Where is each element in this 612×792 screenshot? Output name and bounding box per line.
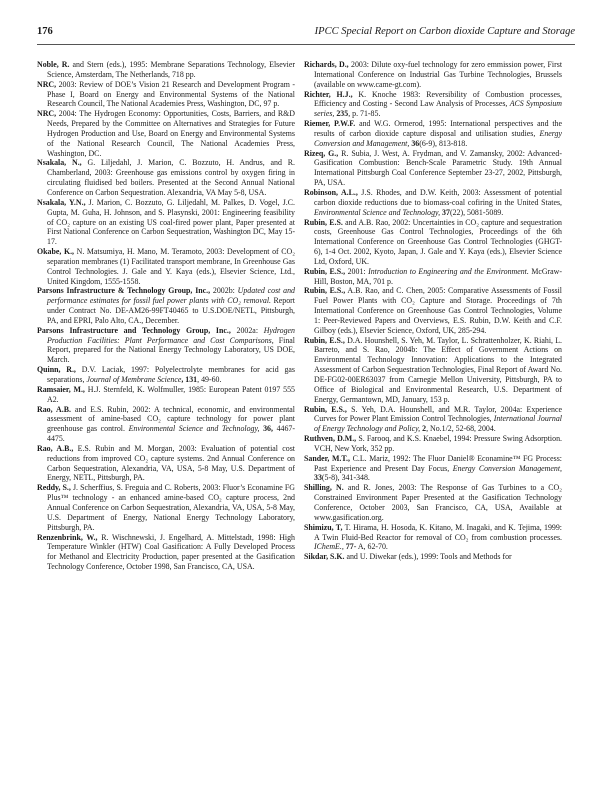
reference-entry — [304, 405, 562, 435]
reference-author: Rizeq, G., — [304, 148, 339, 158]
reference-text: S. Farooq, and K.S. Knaebel, 1994: Pressure Swing Adsorption. VCH, New York, 352 pp. — [314, 434, 562, 453]
running-title: IPCC Special Report on Carbon dioxide Capture and Storage — [314, 26, 575, 37]
page-header — [37, 26, 575, 42]
reference-text: H.J. Sternfeld, K. Wolfmuller, 1985: European Patent 0197 555 A2. — [47, 384, 295, 404]
reference-entry — [37, 483, 295, 532]
reference-entry — [304, 218, 562, 267]
reference-text: R. Subia, J. West, A. Frydman, and V. Zamansky, 2002: Advanced-Gasification Combustion: Bench-Scale Parametric Study. 19th Annual International Pittsburgh Coal Conference September 23-27, 2002, Pittsburgh, PA, USA. — [314, 148, 562, 188]
reference-title: Updated cost and performance estimates for fossil fuel power plants with CO₂ removal. — [47, 286, 295, 306]
reference-volume: 37 — [440, 207, 450, 217]
reference-volume: 33 — [314, 473, 322, 483]
reference-details: Final Report, prepared for the National Energy Technology Laboratory, US DOE, March. — [47, 335, 295, 365]
reference-author: Parsons Infrastructure and Technology Group, Inc., — [37, 325, 231, 335]
reference-text: G. Liljedahl, J. Marion, C. Bozzuto, H. Andrus, and R. Chamberland, 2003: Greenhouse gas emissions control by oxygen firing in circulating fluidised bed boilers. Presented at the Second Annual National Conference on Carbon Sequestration. Alexandria, VA May 5-8, USA. — [47, 158, 295, 197]
reference-text: J.S. Rhodes, and D.W. Keith, 2003: Assessment of potential carbon dioxide reductions due to biomass-coal cofiring in the United States, — [314, 187, 562, 207]
reference-text: K. Knoche 1983: Reversibility of Combustion processes, Efficiency and Costing - Second Law Analysis of Processes, — [314, 89, 562, 109]
reference-author: Sander, M.T., — [304, 453, 350, 463]
reference-author: Rubin, E.S., — [304, 266, 346, 276]
reference-entry — [37, 286, 295, 325]
reference-entry — [304, 90, 562, 120]
reference-text: 2003: Review of DOE’s Vision 21 Research and Development Program - Phase I, Board on Energy and Environmental Systems of the National Research Council, The National Academies Press, Washington, DC, 97 p. — [47, 79, 295, 109]
reference-text: and E.S. Rubin, 2002: A technical, economic, and environmental assessment of amine-based CO₂ capture technology for power plant greenhouse gas control. — [47, 404, 295, 434]
reference-author: Robinson, A.L., — [304, 187, 358, 197]
reference-details: 4467-4475. — [47, 424, 295, 444]
reference-author: Rubin, E.S., — [304, 286, 346, 296]
reference-text: and U. Diwekar (eds.), 1999: Tools and Methods for — [344, 552, 512, 562]
reference-text: 2002b: — [210, 286, 238, 296]
reference-author: Quinn, R., — [37, 365, 76, 375]
reference-author: Rao, A.B., — [37, 443, 74, 453]
reference-details: Report under Contract No. DE-AM26-99FT40465 to U.S.DOE/NETL, Pittsburgh, PA, and EPRI, Palo Alto, CA., December. — [47, 296, 295, 325]
header-divider — [37, 44, 575, 45]
reference-title: International Journal of Energy Technology and Policy, — [314, 414, 562, 434]
reference-details: , 49-60. — [197, 375, 222, 384]
page-number: 176 — [37, 26, 53, 37]
reference-entry — [304, 188, 562, 218]
reference-details: - A, 62-70. — [353, 542, 388, 552]
reference-entry — [37, 60, 295, 80]
reference-author: Rubin, E.S., — [304, 335, 345, 345]
right-column — [304, 60, 562, 780]
reference-title: IChemE., — [314, 542, 344, 552]
reference-entry — [37, 247, 295, 286]
reference-author: Rubin, E.S. — [304, 217, 343, 227]
reference-title: ACS Symposium series, — [314, 99, 562, 119]
reference-author: Shimizu, T, — [304, 522, 343, 532]
reference-entry — [37, 158, 295, 197]
reference-author: Parsons Infrastructure & Technology Group, Inc., — [37, 286, 211, 296]
reference-details: , No.1/2, 52-68, 2004. — [426, 424, 496, 434]
reference-title: Hydrogen Production Facilities: Plant Performance and Cost Comparisons, — [47, 325, 295, 345]
reference-author: Renzenbrink, W., — [37, 532, 98, 542]
reference-entry — [304, 552, 562, 562]
reference-entry — [37, 444, 295, 483]
reference-author: Riemer, P.W.F. — [304, 119, 356, 129]
reference-entry — [37, 109, 295, 158]
reference-text: J. Scherffius, S. Freguia and C. Roberts, 2003: Fluor’s Econamine FG Plus™ technology - an enhanced amine-based CO₂ capture process, 2nd Annual Conference on Carbon Sequestration, Alexandria, VA, USA, 5-8 May, U.S. Department of Energy, National Energy Technology Laboratory, Pittsburgh, PA. — [47, 483, 295, 532]
reference-author: Okabe, K., — [37, 247, 75, 257]
reference-text: J. Marion, C. Bozzuto, G. Liljedahl, M. Palkes, D. Vogel, J.C. Gupta, M. Guha, H. Johnson, and S. Plasynski, 2001: Engineering feasibility of CO₂ capture on an existing US coal-fired power plant, Paper presented at First National Conference on Carbon Sequestration, Washington DC, May 15-17. — [47, 197, 295, 247]
reference-details: (5-8), 341-348. — [321, 473, 370, 483]
reference-author: Richter, H.J., — [304, 89, 353, 99]
reference-entry — [304, 286, 562, 335]
reference-author: Richards, D., — [304, 60, 349, 69]
reference-text: 2002a: — [230, 325, 264, 335]
reference-text: T. Hirama, H. Hosoda, K. Kitano, M. Inagaki, and K. Tejima, 1999: A Twin Fluid-Bed Reactor for removal of CO₂ from combustion processes. — [314, 522, 562, 542]
reference-entry — [37, 385, 295, 405]
reference-author: Nsakala, N., — [37, 158, 82, 168]
reference-author: Shilling, N. — [304, 483, 344, 493]
reference-volume: 77 — [343, 542, 354, 552]
reference-entry — [37, 365, 295, 385]
reference-text: R. Wischnewski, J. Engelhard, A. Mittelstadt, 1998: High Temperature Winkler (HTW) Coal Gasification: A Fully Developed Process for Methanol and Electricity Production, paper presented at the Gasification Technology Conference, October 1998, San Francisco, CA, USA. — [47, 532, 295, 572]
reference-volume: , 131 — [181, 375, 198, 384]
reference-text: D.V. Laciak, 1997: Polyelectrolyte membranes for acid gas separations, — [47, 365, 295, 384]
left-column — [37, 60, 295, 780]
reference-author: Ramsaier, M., — [37, 384, 85, 394]
reference-title: Journal of Membrane Science — [86, 375, 182, 384]
reference-author: Rubin, E.S., — [304, 404, 347, 414]
reference-volume: 2 — [420, 424, 427, 434]
reference-details: McGraw-Hill, Boston, MA, 701 p. — [314, 266, 562, 286]
reference-entry — [37, 80, 295, 110]
reference-entry — [304, 60, 562, 90]
reference-entry — [304, 267, 562, 287]
reference-text: N. Matsumiya, H. Mano, M. Teramoto, 2003: Development of CO₂ separation membranes (1) Facilitated transport membrane, In Greenhouse Gas Control Technologies. J. Gale and Y. Kaya (eds.), Elsevier Science, Ltd., United Kingdom, 1555-1558. — [47, 247, 295, 286]
reference-entry — [304, 336, 562, 405]
reference-entry — [304, 119, 562, 149]
reference-volume: 235 — [334, 109, 349, 119]
reference-text: 2003: Dilute oxy-fuel technology for zero emmission power, First International Conference on Industrial Gas Turbine Technologies, Brussels (available on www.came-gt.com). — [314, 60, 562, 89]
reference-text: 2004: The Hydrogen Economy: Opportunities, Costs, Barriers, and R&D Needs, Prepared by the Committee on Alternatives and Strategies for Future Hydrogen Production and Use, Board on Energy and Environmental Systems of the National Research Council, The National Academies Press, Washington, DC. — [47, 109, 295, 158]
reference-text: E.S. Rubin and M. Morgan, 2003: Evaluation of potential cost reductions from improved CO₂ capture systems. 2nd Annual Conference on Carbon Sequestration, Alexandria, VA, USA, 5-8 May, U.S. Department of Energy, NETL, Pittsburgh, PA. — [47, 443, 295, 483]
reference-text: D.A. Hounshell, S. Yeh, M. Taylor, L. Schrattenholzer, K. Riahi, L. Barreto, and S. Rao, 2004b: The Effect of Government Actions on Environmental Technology Innovation: Applications to the Integrated Assessment of Carbon Sequestration Technologies, Final Report of Award No. DE-FG02-00ER63037 from Carnegie Mellon University, Pittsburgh, PA to Office of Biological and Environmental Research, U.S. Department of Energy, Germantown, MD, January, 153 p. — [314, 335, 562, 404]
reference-author: Nsakala, Y.N., — [37, 197, 86, 207]
reference-text: and W.G. Ormerod, 1995: International perspectives and the results of carbon dioxide capture disposal and utilisation studies, — [314, 119, 562, 138]
reference-text: S. Yeh, D.A. Hounshell, and M.R. Taylor, 2004a: Experience Curves for Power Plant Emission Control Technologies, — [314, 404, 562, 424]
reference-entry — [37, 533, 295, 572]
reference-entry — [37, 405, 295, 444]
reference-details: (22), 5081-5089. — [449, 207, 504, 217]
reference-author: Noble, R. — [37, 60, 70, 69]
reference-entry — [304, 483, 562, 522]
reference-title: Energy Conversion and Management, — [314, 128, 562, 148]
reference-author: NRC, — [37, 79, 57, 89]
reference-author: Reddy, S., — [37, 483, 71, 493]
reference-text: 2001: — [345, 266, 369, 276]
reference-entry — [304, 454, 562, 484]
reference-author: Rao, A.B. — [37, 404, 71, 414]
reference-author: Sikdar, S.K. — [304, 552, 345, 562]
reference-text: and A.B. Rao, 2002: Uncertainties in CO₂ capture and sequestration costs, Greenhouse Gas Control Technologies, Proceedings of the 6th International Conference on Greenhouse Gas Control Technologies (GHGT-6), 1-4 Oct. 2002, Kyoto, Japan, J. Gale and Y. Kaya (eds.), Elsevier Science Ltd, Oxford, UK. — [314, 217, 562, 266]
reference-title: Environmental Science and Technology, — [128, 424, 260, 434]
reference-volume: 36 — [409, 138, 420, 148]
reference-details: , p. 71-85. — [348, 109, 381, 119]
reference-author: Ruthven, D.M., — [304, 434, 357, 444]
reference-entry — [304, 149, 562, 188]
reference-entry — [304, 523, 562, 553]
reference-title: Introduction to Engineering and the Environment. — [368, 266, 529, 276]
reference-text: and R. Jones, 2003: The Response of Gas Turbines to a CO₂ Constrained Environment Paper Presented at the Gasification Technology Conference, October 2003, San Francisco, CA, USA, Available at www.gasification.org. — [314, 483, 562, 522]
reference-author: NRC, — [37, 109, 57, 119]
reference-title: Environmental Science and Technology, — [314, 207, 441, 217]
reference-text: C.L. Mariz, 1992: The Fluor Daniel® Econamine™ FG Process: Past Experience and Present Day Focus, — [314, 453, 562, 473]
reference-entry — [37, 198, 295, 247]
reference-entry — [37, 326, 295, 365]
reference-volume: 36, — [259, 424, 273, 434]
reference-title: Energy Conversion Management, — [452, 463, 562, 473]
reference-text: and Stern (eds.), 1995: Membrane Separations Technology, Elsevier Science, Amsterdam, The Netherlands, 718 pp. — [47, 60, 295, 79]
reference-text: A.B. Rao, and C. Chen, 2005: Comparative Assessments of Fossil Fuel Power Plants with CO₂ Capture and Storage. Proceedings of 7th International Conference on Greenhouse Gas Control Technologies, Volume 1: Peer-Reviewed Papers and Overviews, E.S. Rubin, D.W. Keith and C.F. Gilboy (eds.), Elsevier Science, Oxford, UK, 285-294. — [314, 286, 562, 335]
reference-details: (6-9), 813-818. — [419, 138, 468, 148]
reference-entry — [304, 434, 562, 454]
